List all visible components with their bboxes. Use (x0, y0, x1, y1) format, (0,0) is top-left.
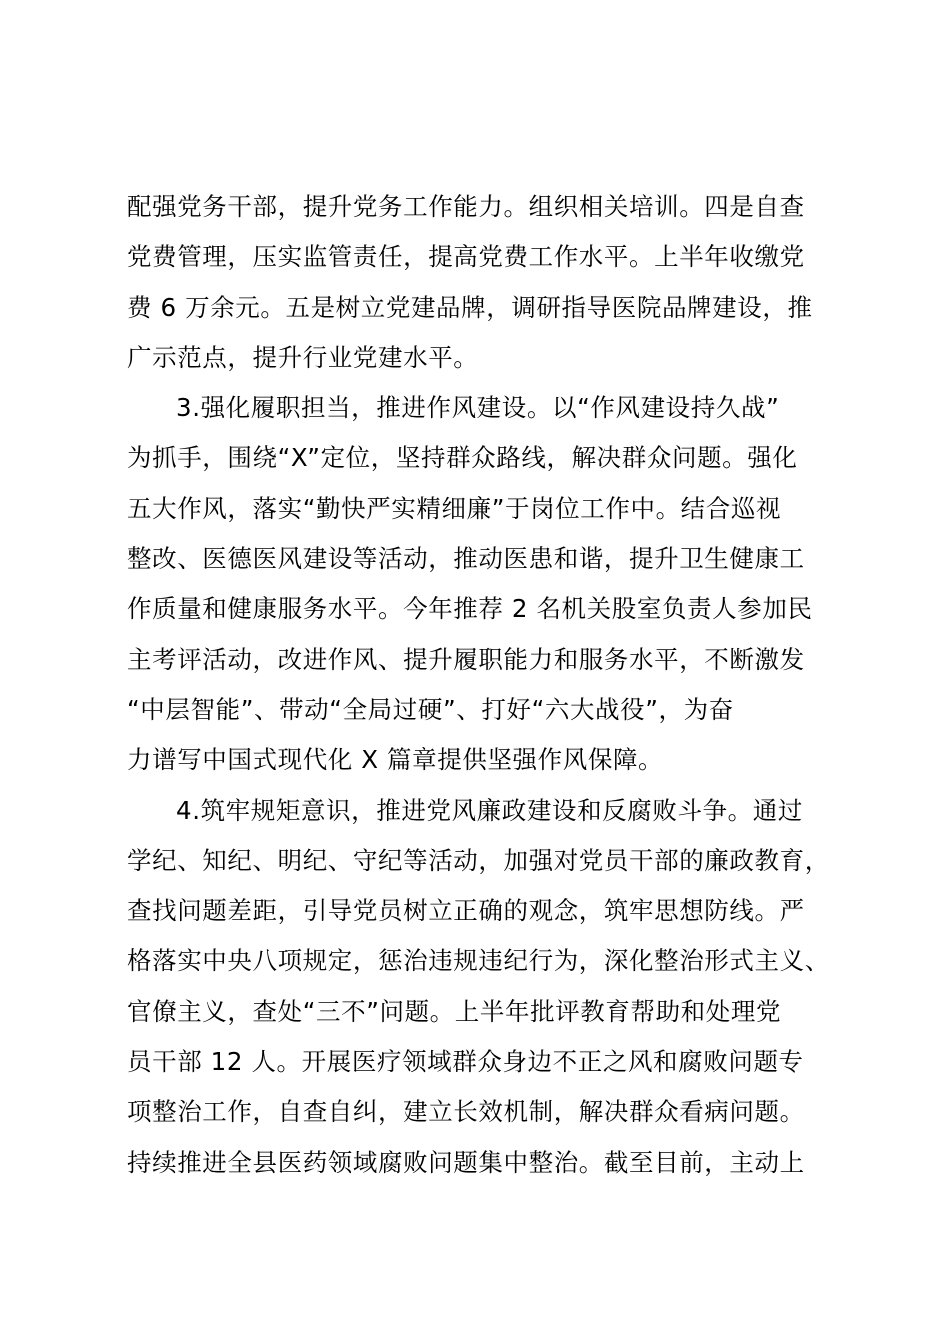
text-line: 党费管理，压实监管责任，提高党费工作水平。上半年收缴党 (127, 242, 805, 272)
text-line: “中层智能”、带动“全局过硬”、打好“六大战役”，为奋 (127, 694, 734, 724)
section-3-heading-line: 3.强化履职担当，推进作风建设。以“作风建设持久战” (176, 393, 780, 423)
text-line: 查找问题差距，引导党员树立正确的观念，筑牢思想防线。严 (127, 896, 805, 926)
text-line: 力谱写中国式现代化 X 篇章提供坚强作风保障。 (127, 745, 664, 775)
text-line: 为抓手，围绕“X”定位，坚持群众路线，解决群众问题。强化 (127, 443, 798, 473)
text-line: 五大作风，落实“勤快严实精细廉”于岗位工作中。结合巡视 (127, 493, 782, 523)
text-line: 广示范点，提升行业党建水平。 (127, 342, 479, 372)
text-line: 作质量和健康服务水平。今年推荐 2 名机关股室负责人参加民 (127, 594, 813, 624)
section-4-heading-line: 4.筑牢规矩意识，推进党风廉政建设和反腐败斗争。通过 (176, 795, 803, 825)
body-text (127, 182, 847, 1188)
text-line: 学纪、知纪、明纪、守纪等活动，加强对党员干部的廉政教育， (127, 845, 830, 875)
text-line: 持续推进全县医药领域腐败问题集中整治。截至目前，主动上 (127, 1147, 805, 1177)
text-line: 员干部 12 人。开展医疗领域群众身边不正之风和腐败问题专 (127, 1047, 804, 1077)
text-line: 项整治工作，自查自纠，建立长效机制，解决群众看病问题。 (127, 1097, 805, 1127)
text-line: 官僚主义，查处“三不”问题。上半年批评教育帮助和处理党 (127, 996, 782, 1026)
text-line: 主考评活动，改进作风、提升履职能力和服务水平，不断激发 (127, 644, 805, 674)
text-line: 费 6 万余元。五是树立党建品牌，调研指导医院品牌建设，推 (127, 292, 813, 322)
text-line: 格落实中央八项规定，惩治违规违纪行为，深化整治形式主义、 (127, 946, 830, 976)
text-line: 整改、医德医风建设等活动，推动医患和谐，提升卫生健康工 (127, 544, 805, 574)
text-line: 配强党务干部，提升党务工作能力。组织相关培训。四是自查 (127, 192, 805, 221)
